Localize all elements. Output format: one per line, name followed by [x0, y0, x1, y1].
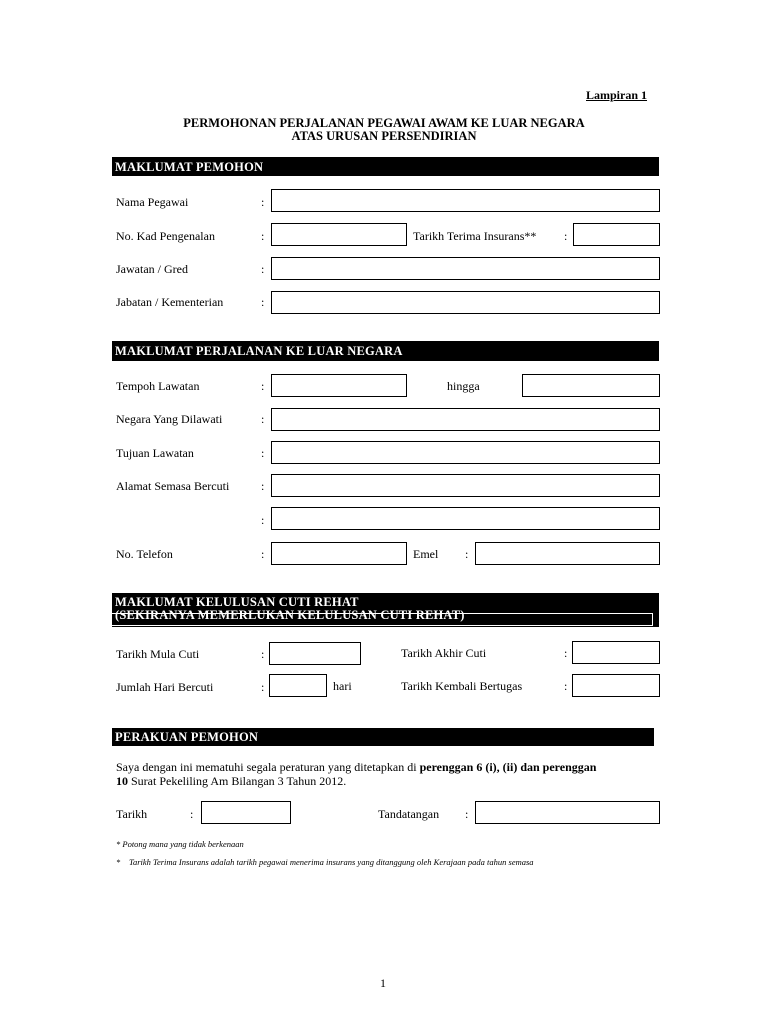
note-not-applicable: * Potong mana yang tidak berkenaan [116, 839, 244, 849]
period-label: Tempoh Lawatan [116, 379, 200, 393]
address-field-line2[interactable] [271, 507, 660, 530]
page-number: 1 [380, 976, 386, 990]
leave-end-label: Tarikh Akhir Cuti [401, 646, 487, 660]
position-label: Jawatan / Gred [116, 262, 188, 276]
section-heading-travel-text: MAKLUMAT PERJALANAN KE LUAR NEGARA [115, 344, 403, 358]
leave-days-unit: hari [333, 679, 352, 693]
form-title-line1: PERMOHONAN PERJALANAN PEGAWAI AWAM KE LUAR NEGARA [183, 116, 585, 130]
section-heading-leave-line1: MAKLUMAT KELULUSAN CUTI REHAT [115, 595, 359, 609]
leave-start-label: Tarikh Mula Cuti [116, 647, 200, 661]
period-end-field[interactable] [522, 374, 660, 397]
colon: : [465, 807, 469, 821]
phone-label: No. Telefon [116, 547, 173, 561]
section-heading-leave-line2: (SEKIRANYA MEMERLUKAN KELULUSAN CUTI REHAT) [115, 608, 465, 622]
insurance-date-label: Tarikh Terima Insurans** [413, 229, 537, 243]
colon: : [564, 679, 568, 693]
form-title-line2: ATAS URUSAN PERSENDIRIAN [291, 129, 477, 143]
colon: : [564, 646, 568, 660]
purpose-field[interactable] [271, 441, 660, 464]
declaration-date-field[interactable] [201, 801, 291, 824]
section-heading-declaration [108, 728, 654, 747]
colon: : [261, 262, 265, 276]
leave-end-field[interactable] [572, 641, 660, 664]
colon: : [261, 446, 265, 460]
department-field[interactable] [271, 291, 660, 314]
colon: : [261, 379, 265, 393]
colon: : [465, 547, 469, 561]
attachment-label: Lampiran 1 [586, 88, 648, 102]
email-field[interactable] [475, 542, 660, 565]
signature-label: Tandatangan [378, 807, 440, 821]
colon: : [261, 229, 265, 243]
leave-days-label: Jumlah Hari Bercuti [116, 680, 214, 694]
colon: : [261, 195, 265, 209]
ic-label: No. Kad Pengenalan [116, 229, 215, 243]
section-heading-applicant-text: MAKLUMAT PEMOHON [115, 160, 264, 174]
email-label: Emel [413, 547, 439, 561]
period-start-field[interactable] [271, 374, 407, 397]
colon: : [261, 647, 265, 661]
colon: : [190, 807, 194, 821]
leave-days-field[interactable] [269, 674, 327, 697]
name-label: Nama Pegawai [116, 195, 189, 209]
country-field[interactable] [271, 408, 660, 431]
section-heading-declaration-text: PERAKUAN PEMOHON [115, 730, 259, 744]
return-date-label: Tarikh Kembali Bertugas [401, 679, 523, 693]
colon: : [564, 229, 568, 243]
declaration-part1: Saya dengan ini mematuhi segala peraturan yang ditetapkan di [116, 760, 420, 774]
colon: : [261, 513, 265, 527]
declaration-part2: Surat Pekeliling Am Bilangan 3 Tahun 2012. [128, 774, 347, 788]
colon: : [261, 680, 265, 694]
note-marker: * [116, 857, 121, 867]
declaration-bold1: perenggan 6 (i), (ii) dan perenggan [419, 760, 597, 774]
section-heading-leave [108, 593, 659, 627]
section-heading-travel [108, 341, 659, 362]
purpose-label: Tujuan Lawatan [116, 446, 194, 460]
signature-field[interactable] [475, 801, 660, 824]
note-insurance-date: Tarikh Terima Insurans adalah tarikh pegawai menerima insurans yang ditanggung oleh Kerajaan pada tahun semasa [129, 857, 534, 867]
country-label: Negara Yang Dilawati [116, 412, 223, 426]
colon: : [261, 295, 265, 309]
ic-field[interactable] [271, 223, 407, 246]
colon: : [261, 412, 265, 426]
declaration-text [116, 760, 656, 788]
declaration-date-label: Tarikh [116, 807, 148, 821]
until-label: hingga [447, 379, 480, 393]
section-heading-applicant [108, 157, 659, 177]
position-field[interactable] [271, 257, 660, 280]
return-date-field[interactable] [572, 674, 660, 697]
colon: : [261, 547, 265, 561]
insurance-date-field[interactable] [573, 223, 660, 246]
colon: : [261, 479, 265, 493]
name-field[interactable] [271, 189, 660, 212]
leave-start-field[interactable] [269, 642, 361, 665]
address-label: Alamat Semasa Bercuti [116, 479, 230, 493]
address-field-line1[interactable] [271, 474, 660, 497]
department-label: Jabatan / Kementerian [116, 295, 224, 309]
section-heading-leave-frame [112, 613, 653, 626]
phone-field[interactable] [271, 542, 407, 565]
declaration-bold2: 10 [116, 774, 128, 788]
